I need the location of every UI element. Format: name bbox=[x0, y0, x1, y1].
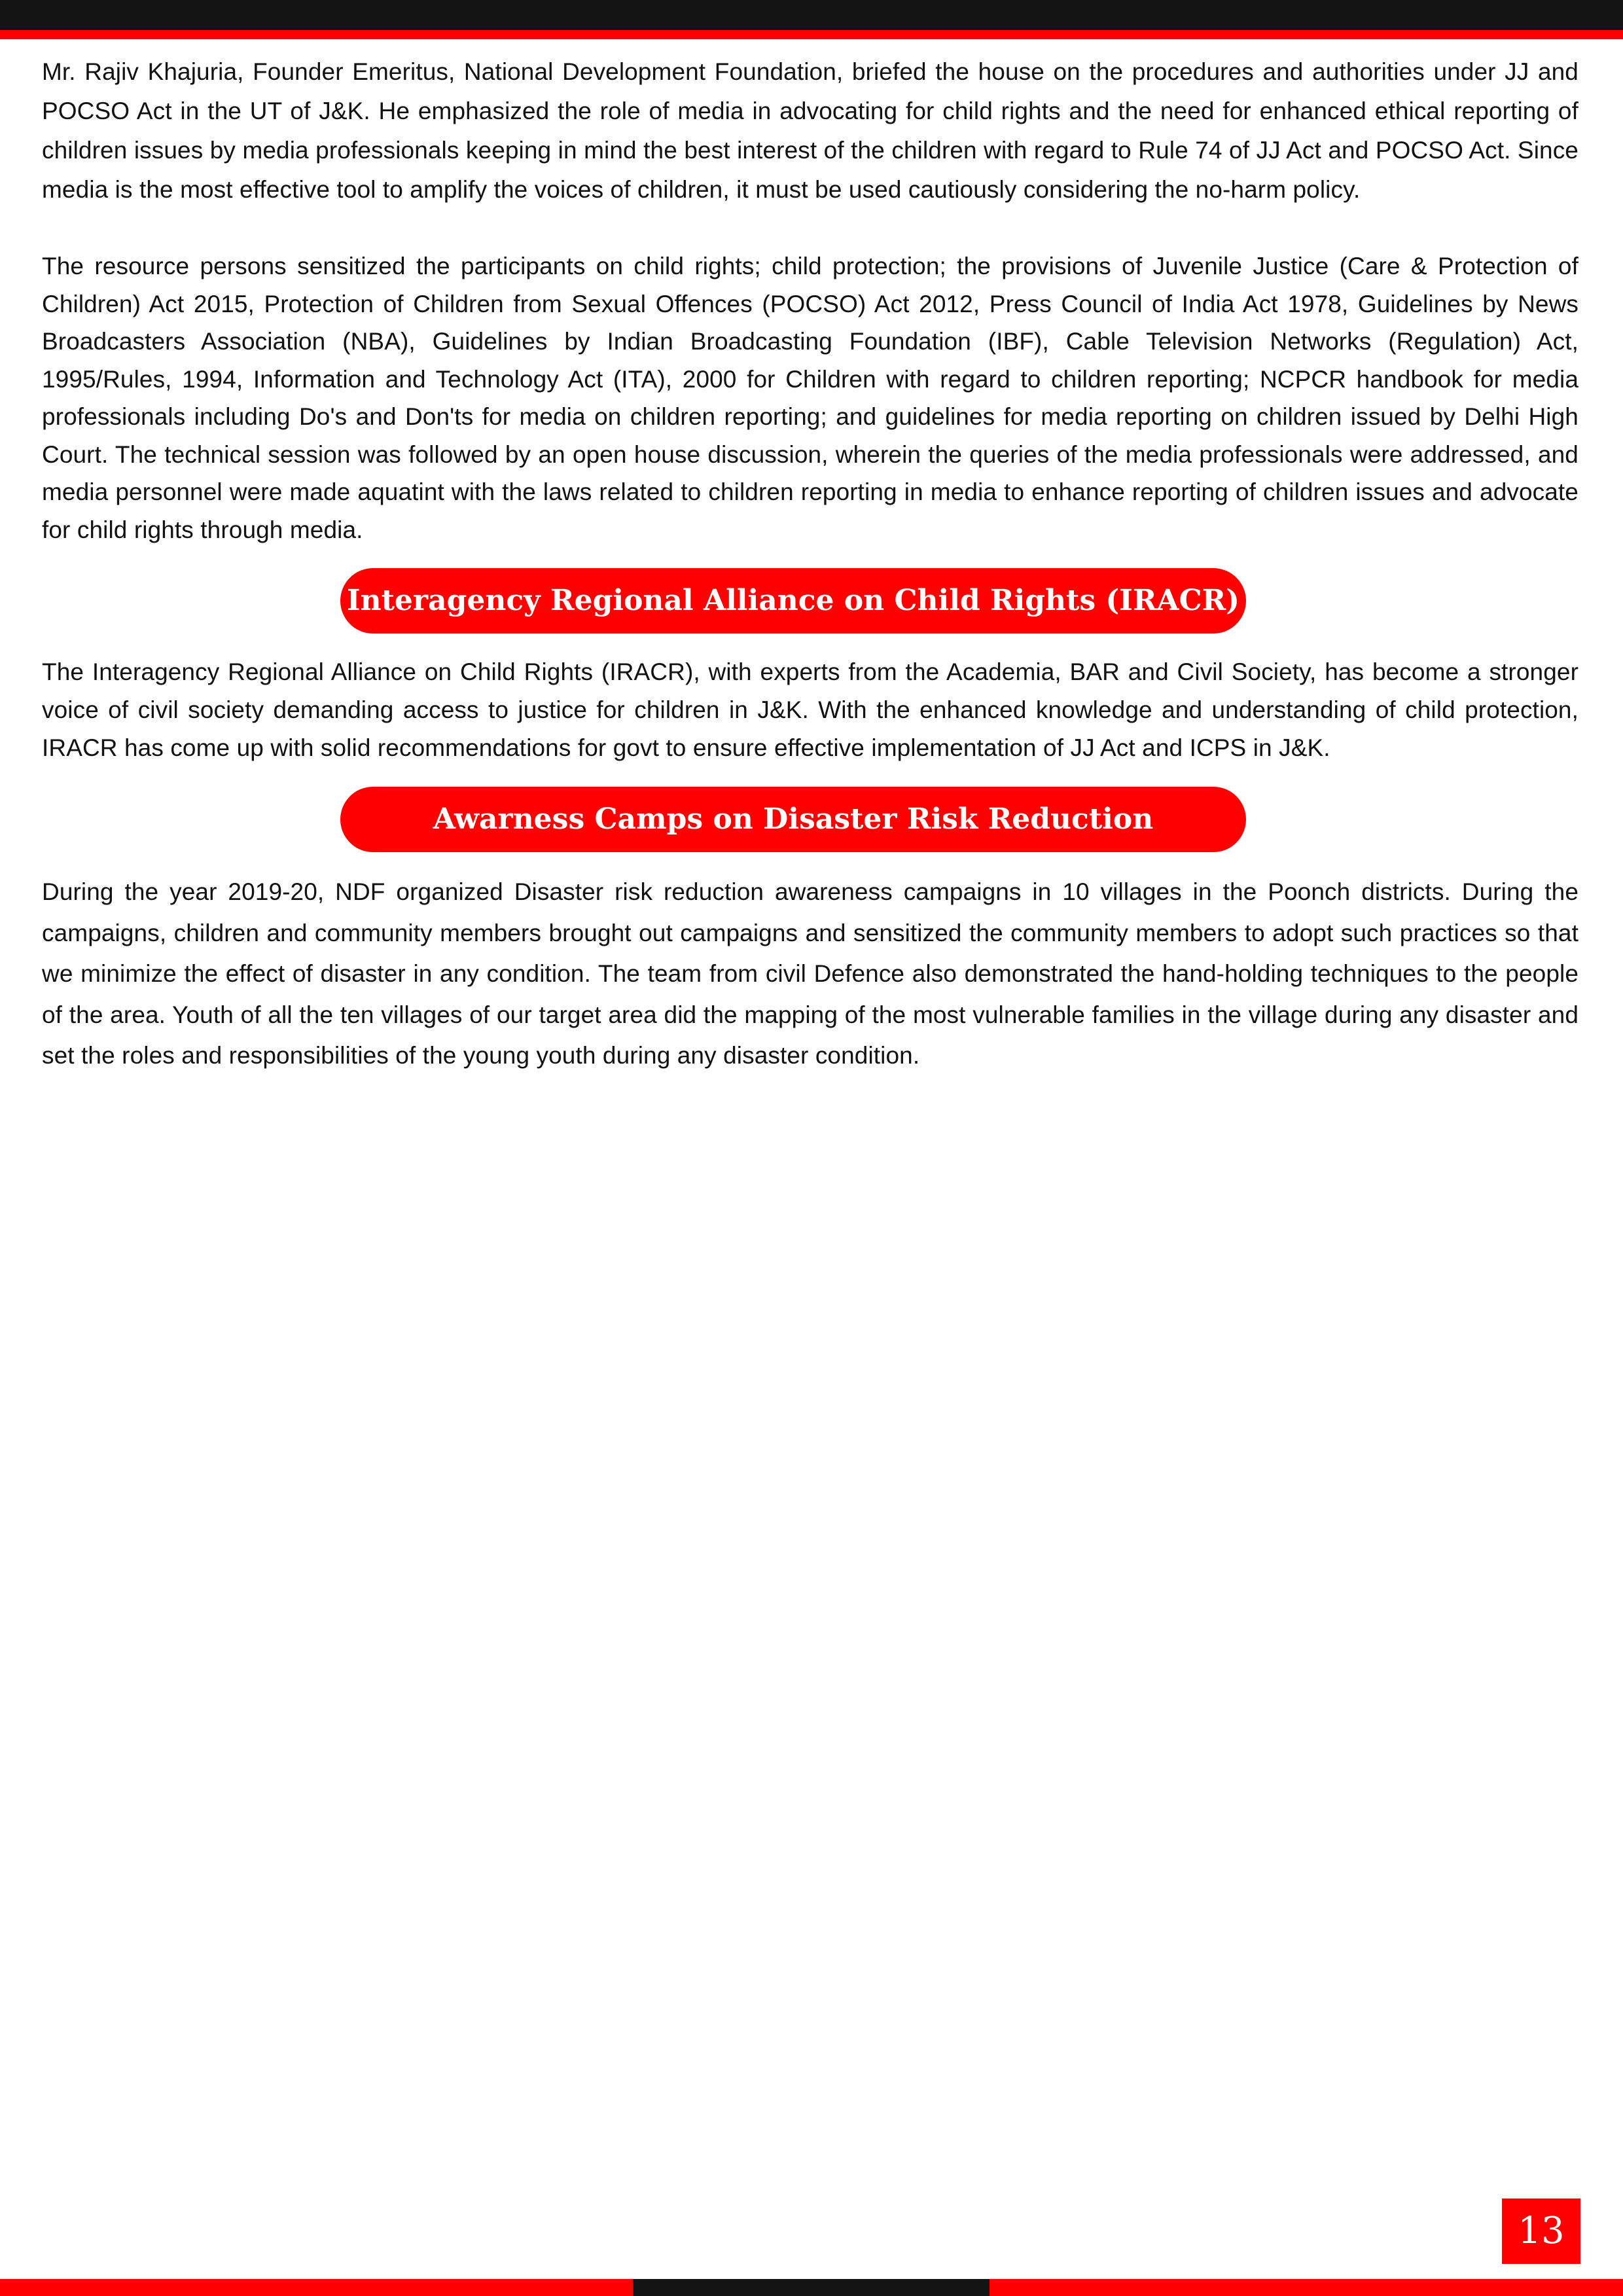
page-content bbox=[42, 52, 1578, 1077]
section-heading-disaster-wrap bbox=[42, 787, 1578, 852]
section-heading-iracr: Interagency Regional Alliance on Child Rights (IRACR) bbox=[340, 568, 1246, 634]
header-bar-red bbox=[0, 30, 1623, 39]
paragraph-resource-persons: The resource persons sensitized the participants on child rights; child protection; the provisions of Juvenile Justice (Care & Protection of Children) Act 2015, Protection of Children from Sexual Offences (POCSO) Act 2012, Press Council of India Act 1978, Guidelines by News Broadcasters Association (NBA), Guidelines by Indian Broadcasting Foundation (IBF), Cable Television Networks (Regulation) Act, 1995/Rules, 1994, Information and Technology Act (ITA), 2000 for Children with regard to children reporting; NCPCR handbook for media professionals including Do's and Don'ts for media on children reporting; and guidelines for media reporting on children issued by Delhi High Court. The technical session was followed by an open house discussion, wherein the queries of the media professionals were addressed, and media personnel were made aquatint with the laws related to children reporting in media to enhance reporting of children issues and advocate for child rights through media. bbox=[42, 253, 1578, 543]
page-number: 13 bbox=[1502, 2198, 1580, 2264]
section-heading-disaster: Awarness Camps on Disaster Risk Reduction bbox=[340, 787, 1246, 852]
paragraph-iracr: The Interagency Regional Alliance on Child Rights (IRACR), with experts from the Academia, BAR and Civil Society, has become a stronger voice of civil society demanding access to justice for children in J&K. With the enhanced knowledge and understanding of child protection, IRACR has come up with solid recommendations for govt to ensure effective implementation of JJ Act and ICPS in J&K. bbox=[42, 658, 1578, 761]
paragraph-media-briefing: Mr. Rajiv Khajuria, Founder Emeritus, National Development Foundation, briefed the house on the procedures and authorities under JJ and POCSO Act in the UT of J&K. He emphasized the role of media in advocating for child rights and the need for enhanced ethical reporting of children issues by media professionals keeping in mind the best interest of the children with regard to Rule 74 of JJ Act and POCSO Act. Since media is the most effective tool to amplify the voices of children, it must be used cautiously considering the no-harm policy. bbox=[42, 58, 1578, 203]
header-bar-dark bbox=[0, 0, 1623, 30]
footer-bar-red-right bbox=[990, 2279, 1623, 2296]
footer-bar-dark-center bbox=[633, 2279, 990, 2296]
footer-bar-red-left bbox=[0, 2279, 633, 2296]
paragraph-disaster-camps: During the year 2019-20, NDF organized Disaster risk reduction awareness campaigns in 10 villages in the Poonch districts. During the campaigns, children and community members brought out campaigns and sensitized the community members to adopt such practices so that we minimize the effect of disaster in any condition. The team from civil Defence also demonstrated the hand-holding techniques to the people of the area. Youth of all the ten villages of our target area did the mapping of the most vulnerable families in the village during any disaster and set the roles and responsibilities of the young youth during any disaster condition. bbox=[42, 878, 1578, 1069]
section-heading-iracr-wrap bbox=[42, 568, 1578, 634]
